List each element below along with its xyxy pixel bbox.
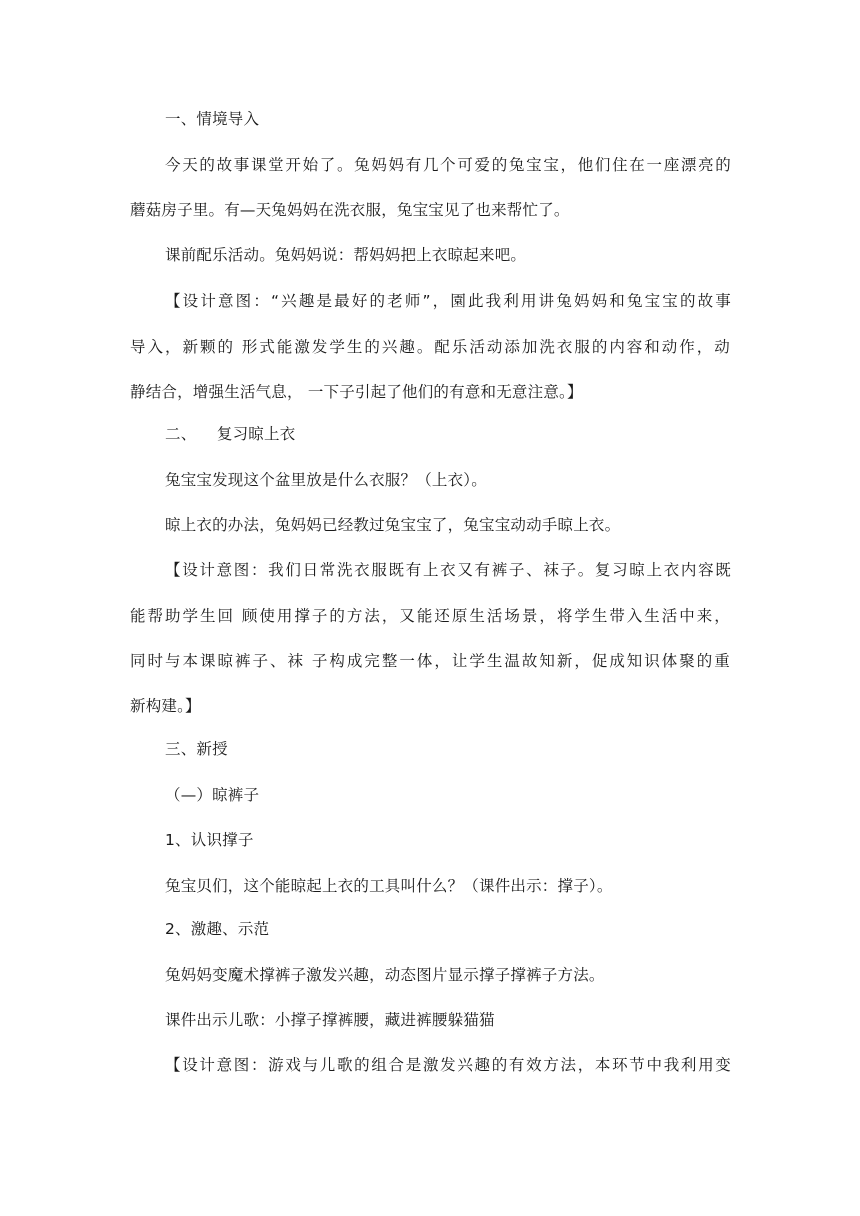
heading-review: 二、 复习晾上衣 (165, 425, 296, 443)
paragraph-line: 兔宝贝们，这个能晾起上衣的工具叫什么？（课件出示：撑子）。 (165, 877, 613, 895)
subheading-know-hanger: 1、认识撑子 (165, 831, 254, 849)
design-intent-line: 【设计意图：我们日常洗衣服既有上衣又有裤子、袜子。复习晾上衣内容既 (165, 561, 731, 579)
design-intent-line: 新构建。】 (130, 697, 201, 715)
paragraph-line: 兔妈妈变魔术撑裤子激发兴趣，动态图片显示撑子撑裤子方法。 (165, 966, 605, 984)
paragraph-line: 课前配乐活动。兔妈妈说：帮妈妈把上衣晾起来吧。 (165, 246, 527, 264)
paragraph-line: 蘑菇房子里。有—天兔妈妈在洗衣服，兔宝宝见了也来帮忙了。 (130, 201, 570, 219)
design-intent-line: 导入，新颗的 形式能激发学生的兴趣。配乐活动添加洗衣服的内容和动作，动 (130, 338, 730, 356)
heading-new-lesson: 三、新授 (165, 740, 228, 758)
paragraph-line: 课件出示儿歌：小撑子撑裤腰，藏进裤腰躲猫猫 (165, 1011, 495, 1029)
heading-situation-intro: 一、情境导入 (165, 110, 260, 128)
paragraph-line: 今天的故事课堂开始了。兔妈妈有几个可爱的兔宝宝，他们住在一座漂亮的 (165, 156, 731, 174)
paragraph-line: 兔宝宝发现这个盆里放是什么衣服？（上衣）。 (165, 471, 487, 489)
design-intent-line: 【设计意图：游戏与儿歌的组合是激发兴趣的有效方法，本环节中我利用变 (165, 1056, 731, 1074)
design-intent-line: 能帮助学生回 顾使用撑子的方法，又能还原生活场景，将学生带入生活中来， (130, 607, 730, 625)
design-intent-line: 同时与本课晾裤子、袜 子构成完整一体，让学生温故知新，促成知识体聚的重 (130, 652, 730, 670)
paragraph-line: 晾上衣的办法，兔妈妈已经教过兔宝宝了，兔宝宝动动手晾上衣。 (165, 516, 621, 534)
design-intent-line: 【设计意图：“兴趣是最好的老师”，園此我利用讲兔妈妈和兔宝宝的故事 (165, 292, 731, 310)
design-intent-line: 静结合，增强生活气息， 一下子引起了他们的有意和无意注意。】 (130, 383, 583, 401)
subheading-hang-pants: （—）晾裤子 (165, 786, 260, 804)
subheading-demo: 2、激趣、示范 (165, 920, 270, 938)
